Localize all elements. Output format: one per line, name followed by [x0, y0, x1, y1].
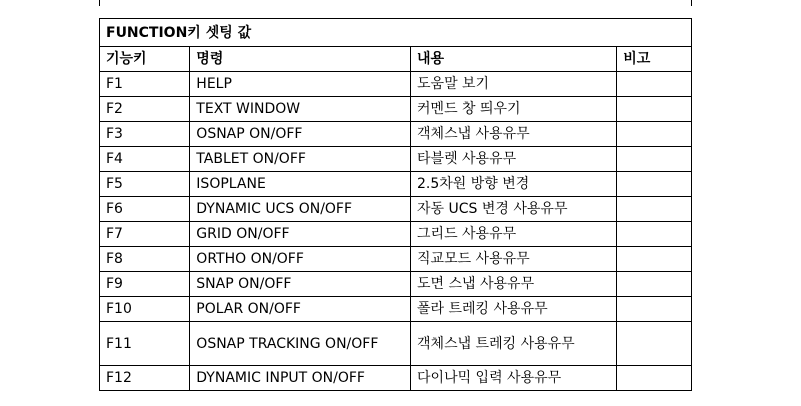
- cell-key: F8: [100, 247, 190, 272]
- cell-description: 타블렛 사용유무: [411, 147, 617, 172]
- table-header-row: [100, 47, 692, 72]
- table-row: [100, 366, 692, 391]
- cell-description: 2.5차원 방향 변경: [411, 172, 617, 197]
- cell-key: F9: [100, 272, 190, 297]
- cell-description: 도움말 보기: [411, 72, 617, 97]
- cell-note: [617, 122, 692, 147]
- cell-description: 도면 스냅 사용유무: [411, 272, 617, 297]
- table-row: [100, 147, 692, 172]
- cell-note: [617, 322, 692, 366]
- table-caption: FUNCTION키 셋팅 값: [100, 19, 692, 47]
- column-header-note: 비고: [617, 47, 692, 72]
- cell-note: [617, 72, 692, 97]
- cell-key: F2: [100, 97, 190, 122]
- cell-description: 그리드 사용유무: [411, 222, 617, 247]
- cell-description: 객체스냅 트레킹 사용유무: [411, 322, 617, 366]
- cell-key: F7: [100, 222, 190, 247]
- cell-description: 객체스냅 사용유무: [411, 122, 617, 147]
- cell-command: POLAR ON/OFF: [190, 297, 411, 322]
- cell-key: F11: [100, 322, 190, 366]
- table-row: [100, 197, 692, 222]
- cell-description: 직교모드 사용유무: [411, 247, 617, 272]
- cell-description: 자동 UCS 변경 사용유무: [411, 197, 617, 222]
- cell-note: [617, 247, 692, 272]
- cell-description: 커멘드 창 띄우기: [411, 97, 617, 122]
- cell-key: F4: [100, 147, 190, 172]
- cell-note: [617, 366, 692, 391]
- page-top-marks: [0, 0, 801, 6]
- cell-command: ISOPLANE: [190, 172, 411, 197]
- cell-note: [617, 272, 692, 297]
- cell-command: OSNAP ON/OFF: [190, 122, 411, 147]
- cell-note: [617, 222, 692, 247]
- function-key-sheet: [99, 18, 692, 391]
- cell-note: [617, 97, 692, 122]
- table-row: [100, 322, 692, 366]
- cell-note: [617, 147, 692, 172]
- top-mark-left: [99, 0, 100, 6]
- column-header-key: 기능키: [100, 47, 190, 72]
- cell-note: [617, 197, 692, 222]
- cell-command: HELP: [190, 72, 411, 97]
- cell-description: 폴라 트레킹 사용유무: [411, 297, 617, 322]
- cell-command: SNAP ON/OFF: [190, 272, 411, 297]
- table-row: [100, 172, 692, 197]
- cell-command: DYNAMIC INPUT ON/OFF: [190, 366, 411, 391]
- column-header-command: 명령: [190, 47, 411, 72]
- cell-description: 다이나믹 입력 사용유무: [411, 366, 617, 391]
- cell-command: TEXT WINDOW: [190, 97, 411, 122]
- table-caption-row: [100, 19, 692, 47]
- cell-key: F3: [100, 122, 190, 147]
- cell-key: F6: [100, 197, 190, 222]
- cell-command: ORTHO ON/OFF: [190, 247, 411, 272]
- cell-note: [617, 172, 692, 197]
- cell-command: GRID ON/OFF: [190, 222, 411, 247]
- table-row: [100, 222, 692, 247]
- cell-key: F5: [100, 172, 190, 197]
- cell-note: [617, 297, 692, 322]
- table-row: [100, 97, 692, 122]
- cell-key: F12: [100, 366, 190, 391]
- table-row: [100, 297, 692, 322]
- table-row: [100, 272, 692, 297]
- cell-command: DYNAMIC UCS ON/OFF: [190, 197, 411, 222]
- cell-key: F10: [100, 297, 190, 322]
- table-row: [100, 247, 692, 272]
- top-mark-right: [691, 0, 692, 6]
- cell-key: F1: [100, 72, 190, 97]
- column-header-description: 내용: [411, 47, 617, 72]
- table-row: [100, 72, 692, 97]
- cell-command: OSNAP TRACKING ON/OFF: [190, 322, 411, 366]
- cell-command: TABLET ON/OFF: [190, 147, 411, 172]
- function-key-table: [99, 18, 692, 391]
- table-row: [100, 122, 692, 147]
